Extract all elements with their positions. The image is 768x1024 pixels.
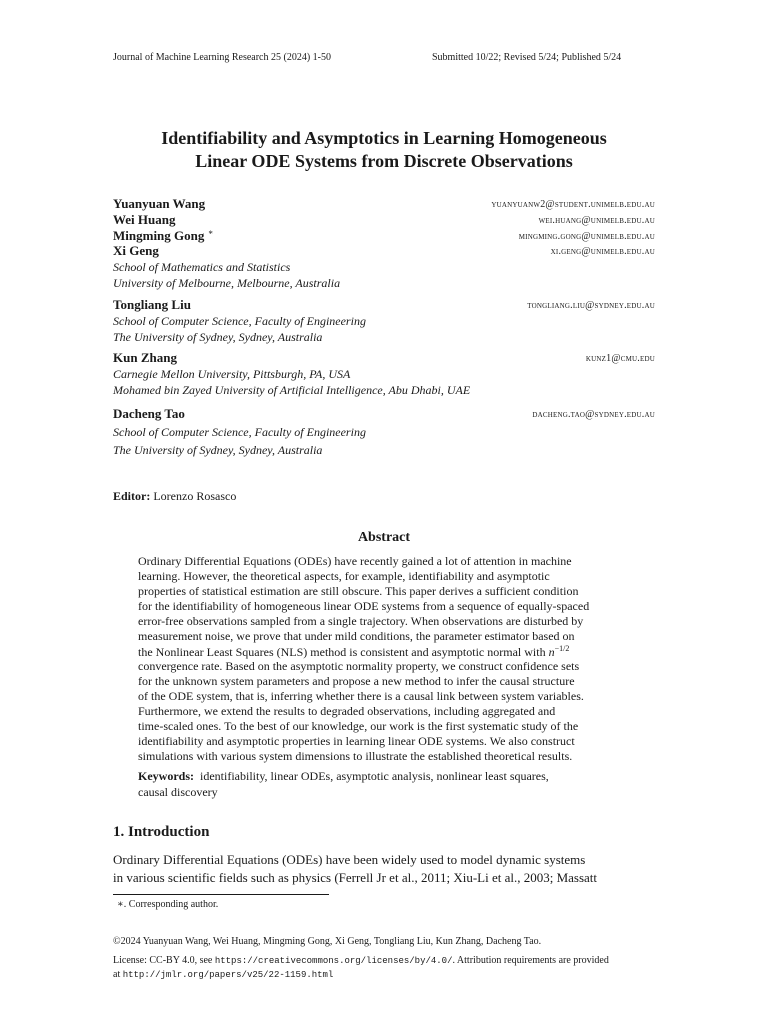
author-name: Tongliang Liu [113,297,191,312]
author-name: Kun Zhang [113,350,177,365]
affiliation: School of Mathematics and Statistics [113,260,291,274]
footnote: ∗. Corresponding author. [117,899,219,910]
abstract-line: for the unknown system parameters and propose a new method to infer the causal structure [138,674,575,688]
author-name: Wei Huang [113,212,176,227]
affiliation: School of Computer Science, Faculty of Engineering [113,314,366,328]
abstract-line: the Nonlinear Least Squares (NLS) method is consistent and asymptotic normal with $n^{-1/2}$ [138,644,570,659]
abstract-heading: Abstract [357,530,411,545]
editor-name: Lorenzo Rosasco [153,489,237,503]
copyright-line: ©2024 Yuanyuan Wang, Wei Huang, Mingming Gong, Xi Geng, Tongliang Liu, Kun Zhang, Dacheng Tao. [113,936,542,947]
corresponding-mark: * [208,229,213,239]
author-email[interactable]: wei.huang@unimelb.edu.au [538,215,655,226]
paper-title-line1: Identifiability and Asymptotics in Learning Homogeneous [161,128,607,148]
submission-dates: Submitted 10/22; Revised 5/24; Published 5/24 [432,52,622,63]
keywords-line: Keywords: identifiability, linear ODEs, asymptotic analysis, nonlinear least squares, [138,769,549,783]
abstract-line: error-free observations sampled from a single trajectory. When observations are disturbed by [138,614,584,628]
abstract-line: identifiability and asymptotic properties in learning linear ODE systems. We also construct [138,734,575,748]
abstract-line: time-scaled ones. To the best of our knowledge, our work is the first systematic study of the [138,719,579,733]
abstract-line: Furthermore, we extend the results to degraded observations, including aggregated and [138,704,556,718]
abstract-line: Ordinary Differential Equations (ODEs) have recently gained a lot of attention in machine [138,554,572,568]
author-email[interactable]: kunz1@cmu.edu [585,353,655,364]
journal-header: Journal of Machine Learning Research 25 (2024) 1-50 [113,52,331,63]
author-email[interactable]: mingming.gong@unimelb.edu.au [518,231,655,242]
author-email[interactable]: dacheng.tao@sydney.edu.au [532,409,655,420]
abstract-line: simulations with various system dimensions to illustrate the established theoretical results. [138,749,573,763]
keywords-label: Keywords: [138,769,194,783]
author-name: Mingming Gong * [113,228,213,243]
author-email[interactable]: yuanyuanw2@student.unimelb.edu.au [491,199,655,210]
license-link[interactable]: https://creativecommons.org/licenses/by/4.0/ [214,956,453,966]
paper-link[interactable]: http://jmlr.org/papers/v25/22-1159.html [122,970,334,980]
rate-symbol: n [548,645,555,659]
affiliation: Mohamed bin Zayed University of Artificial Intelligence, Abu Dhabi, UAE [113,383,471,397]
abstract-line: of the ODE system, that is, inferring whether there is a causal link between system variables. [138,689,584,703]
editor-label: Editor: [113,489,151,503]
abstract-line: for the identifiability of homogeneous linear ODE systems from a sequence of equally-spaced [138,599,590,613]
footnote-rule [113,894,329,895]
affiliation: The University of Sydney, Sydney, Australia [113,330,323,344]
author-name: Dacheng Tao [113,406,185,421]
author-name: Yuanyuan Wang [113,196,206,211]
editor-line [113,489,236,504]
body-text-line: in various scientific fields such as physics (Ferrell Jr et al., 2011; Xiu-Li et al., 2003; Massatt [113,870,598,885]
section-heading: 1. Introduction [113,824,210,840]
abstract-line: measurement noise, we prove that under mild conditions, the parameter estimator based on [138,629,575,643]
rate-exponent: −1/2 [554,644,570,653]
paper-title-line2: Linear ODE Systems from Discrete Observations [195,151,573,171]
license-line: at http://jmlr.org/papers/v25/22-1159.html [113,969,334,980]
author-email[interactable]: xi.geng@unimelb.edu.au [550,246,655,257]
abstract-line: convergence rate. Based on the asymptotic normality property, we construct confidence sets [138,659,580,673]
license-line: License: CC-BY 4.0, see https://creativecommons.org/licenses/by/4.0/. Attribution requirements are provided [113,955,609,966]
author-name: Xi Geng [113,243,159,258]
abstract-line: properties of statistical estimation are still obscure. This paper derives a sufficient condition [138,584,579,598]
abstract-line: learning. However, the theoretical aspects, for example, identifiability and asymptotic [138,569,550,583]
author-email[interactable]: tongliang.liu@sydney.edu.au [527,300,655,311]
affiliation: The University of Sydney, Sydney, Australia [113,443,323,457]
affiliation: University of Melbourne, Melbourne, Australia [113,276,341,290]
affiliation: Carnegie Mellon University, Pittsburgh, PA, USA [113,367,351,381]
keywords-line: causal discovery [138,785,218,799]
body-text-line: Ordinary Differential Equations (ODEs) have been widely used to model dynamic systems [113,852,586,867]
affiliation: School of Computer Science, Faculty of Engineering [113,425,366,439]
